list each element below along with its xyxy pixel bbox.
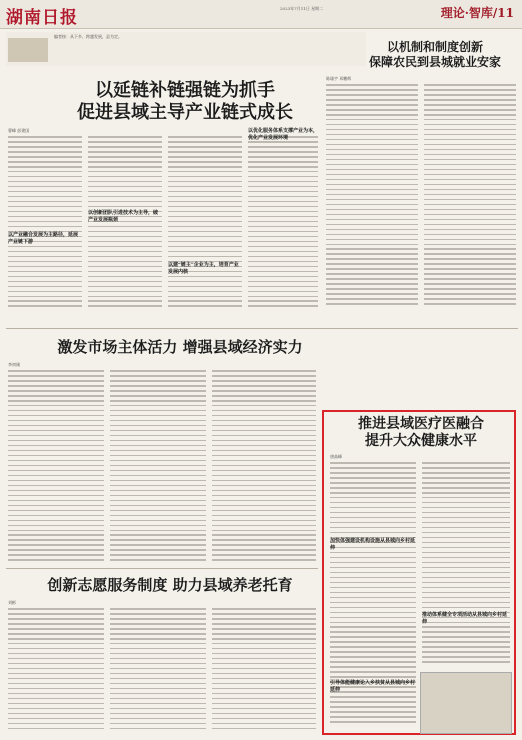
- main-subhead-4: 以优化服务体系支撑产业为本，优化产业发展环境: [248, 128, 319, 141]
- elderly-col-3: [212, 608, 316, 734]
- market-col-3: [212, 370, 316, 566]
- right-title-line-2: 保障农民到县城就业安家: [368, 55, 501, 69]
- main-col-4: [248, 136, 318, 322]
- right-title-line-1: 以机制和制度创新: [386, 40, 483, 54]
- elderly-col-2: [110, 608, 206, 734]
- medical-col-2: [422, 462, 510, 668]
- main-subhead-2: 以创新团队引进技术为主导，破产业发展瓶颈: [88, 210, 159, 223]
- main-subhead-3: 以建“链主”企业为主，培育产业发展内核: [168, 262, 239, 275]
- article-photo: [420, 672, 512, 734]
- main-article-title: [20, 80, 350, 124]
- right-byline: 陈瑜宇 邓鹏辉: [326, 76, 352, 81]
- main-col-1: [8, 136, 82, 322]
- newspaper-logo: 湖南日报: [6, 8, 78, 28]
- elderly-article-title: 创新志愿服务制度 助力县域养老托育: [47, 576, 293, 594]
- issue-date: 2023年7月11日 星期二: [280, 6, 324, 11]
- divider-1: [6, 328, 518, 329]
- market-byline: 李初刚: [8, 362, 20, 367]
- editor-note-text: 编者按：从下乡、跨越发展，县为定。: [54, 34, 122, 39]
- medical-byline: 唐高峰: [330, 454, 342, 459]
- right-col-2: [424, 84, 516, 324]
- section-title: 理论·智库/11: [440, 6, 514, 20]
- main-col-3: [168, 136, 242, 322]
- main-subhead-1: 以产业融合发展为主路径，延展产业链下游: [8, 232, 79, 245]
- masthead: [0, 0, 522, 29]
- medical-title-line-1: 推进县域医疗医融合: [358, 416, 484, 432]
- divider-2: [6, 568, 318, 569]
- right-col-1: [326, 84, 418, 324]
- medical-title-line-2: 提升大众健康水平: [365, 433, 477, 449]
- main-title-line-1: 以延链补链强链为抓手: [95, 80, 275, 101]
- main-title-line-2: 促进县域主导产业链式成长: [77, 102, 293, 123]
- market-article-title: 激发市场主体活力 增强县域经济实力: [57, 338, 303, 356]
- main-col-2: [88, 136, 162, 322]
- medical-subhead-3: 引导体能健康论入乡扶贫从县城向乡村延伸: [330, 680, 416, 693]
- medical-subhead-2: 推动体系健全专项活动从县城向乡村延伸: [422, 612, 508, 625]
- medical-subhead-1: 加快体强建设机构设施从县城向乡村延伸: [330, 538, 416, 551]
- medical-article-title: [326, 416, 516, 450]
- elderly-byline: 刘彬: [8, 600, 16, 605]
- right-article-title: [360, 40, 510, 70]
- main-byline: 曹峰 彭建国: [8, 128, 30, 133]
- editor-note-banner: [6, 32, 366, 66]
- market-col-1: [8, 370, 104, 566]
- elderly-col-1: [8, 608, 104, 734]
- editor-note-illustration: [8, 38, 48, 62]
- market-col-2: [110, 370, 206, 566]
